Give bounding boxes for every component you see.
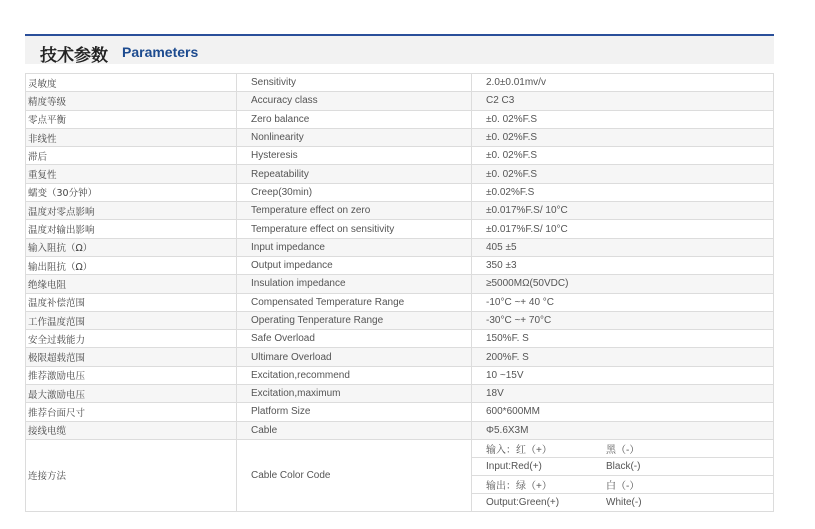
param-name-zh: 推荐台面尺寸	[26, 403, 237, 421]
param-name-en: Platform Size	[237, 403, 472, 421]
param-value: -30°C ~+ 70°C	[472, 311, 774, 329]
param-name-zh: 蠕变（30分钟）	[26, 183, 237, 201]
param-name-zh: 非线性	[26, 128, 237, 146]
table-row	[26, 128, 774, 146]
param-name-en: Temperature effect on sensitivity	[237, 220, 472, 238]
table-row	[26, 165, 774, 183]
param-name-zh: 连接方法	[26, 439, 237, 511]
cable-color-values	[472, 439, 774, 511]
table-row	[26, 92, 774, 110]
table-row	[26, 74, 774, 92]
param-value: C2 C3	[472, 92, 774, 110]
param-value: 150%F. S	[472, 330, 774, 348]
param-value: ±0.017%F.S/ 10°C	[472, 202, 774, 220]
param-name-en: Zero balance	[237, 110, 472, 128]
table-row	[26, 183, 774, 201]
table-row	[26, 238, 774, 256]
param-value: ±0. 02%F.S	[472, 110, 774, 128]
param-value: 200%F. S	[472, 348, 774, 366]
param-value: ±0. 02%F.S	[472, 165, 774, 183]
param-name-en: Operating Tenperature Range	[237, 311, 472, 329]
param-name-en: Input impedance	[237, 238, 472, 256]
cable-color-line	[472, 458, 773, 476]
param-name-en: Nonlinearity	[237, 128, 472, 146]
cable-color-line	[472, 440, 773, 458]
param-value: 10 ~15V	[472, 366, 774, 384]
table-row	[26, 256, 774, 274]
param-name-en: Creep(30min)	[237, 183, 472, 201]
table-row	[26, 366, 774, 384]
table-row	[26, 110, 774, 128]
param-name-en: Excitation,maximum	[237, 385, 472, 403]
param-value: 18V	[472, 385, 774, 403]
section-header	[25, 36, 774, 64]
section-title-en: Parameters	[122, 44, 199, 60]
param-name-en: Compensated Temperature Range	[237, 293, 472, 311]
table-row	[26, 348, 774, 366]
wire-positive: 输出：绿（+）	[486, 480, 552, 492]
wire-positive: Output:Green(+)	[486, 496, 560, 508]
param-name-zh: 精度等级	[26, 92, 237, 110]
param-value: ±0.02%F.S	[472, 183, 774, 201]
param-value: ≥5000MΩ(50VDC)	[472, 275, 774, 293]
wire-negative: Black(-)	[606, 460, 641, 472]
wire-positive: 输入：红（+）	[486, 444, 552, 456]
param-name-zh: 灵敏度	[26, 74, 237, 92]
table-row	[26, 293, 774, 311]
param-name-zh: 极限超载范围	[26, 348, 237, 366]
table-row	[26, 202, 774, 220]
param-name-en: Hysteresis	[237, 147, 472, 165]
table-row	[26, 220, 774, 238]
param-name-en: Insulation impedance	[237, 275, 472, 293]
table-row	[26, 147, 774, 165]
param-name-zh: 工作温度范围	[26, 311, 237, 329]
param-value: Φ5.6X3M	[472, 421, 774, 439]
table-row	[26, 403, 774, 421]
param-name-zh: 安全过载能力	[26, 330, 237, 348]
param-name-en: Accuracy class	[237, 92, 472, 110]
param-name-zh: 输入阻抗（Ω）	[26, 238, 237, 256]
param-name-zh: 温度对输出影响	[26, 220, 237, 238]
param-name-zh: 输出阻抗（Ω）	[26, 256, 237, 274]
param-name-en: Cable	[237, 421, 472, 439]
param-value: 600*600MM	[472, 403, 774, 421]
param-value: ±0.017%F.S/ 10°C	[472, 220, 774, 238]
param-value: -10°C ~+ 40 °C	[472, 293, 774, 311]
param-name-en: Excitation,recommend	[237, 366, 472, 384]
param-name-zh: 推荐激励电压	[26, 366, 237, 384]
table-row	[26, 330, 774, 348]
param-value: 2.0±0.01mv/v	[472, 74, 774, 92]
param-name-en: Ultimare Overload	[237, 348, 472, 366]
param-name-zh: 温度对零点影响	[26, 202, 237, 220]
param-name-en: Temperature effect on zero	[237, 202, 472, 220]
table-row	[26, 275, 774, 293]
table-row	[26, 421, 774, 439]
parameters-table	[25, 73, 774, 512]
table-row	[26, 385, 774, 403]
param-name-zh: 滞后	[26, 147, 237, 165]
param-name-en: Safe Overload	[237, 330, 472, 348]
param-name-zh: 零点平衡	[26, 110, 237, 128]
table-row	[26, 439, 774, 511]
param-name-zh: 最大激励电压	[26, 385, 237, 403]
table-row	[26, 311, 774, 329]
param-value: 405 ±5	[472, 238, 774, 256]
wire-negative: White(-)	[606, 496, 642, 508]
param-name-en: Cable Color Code	[237, 439, 472, 511]
param-value: ±0. 02%F.S	[472, 147, 774, 165]
param-value: ±0. 02%F.S	[472, 128, 774, 146]
section-title-zh: 技术参数	[40, 46, 108, 66]
cable-color-line	[472, 494, 773, 511]
param-name-zh: 接线电缆	[26, 421, 237, 439]
param-name-zh: 重复性	[26, 165, 237, 183]
param-name-en: Sensitivity	[237, 74, 472, 92]
wire-negative: 黑（-）	[606, 444, 640, 456]
param-name-en: Output impedance	[237, 256, 472, 274]
wire-positive: Input:Red(+)	[486, 460, 542, 472]
param-name-en: Repeatability	[237, 165, 472, 183]
param-value: 350 ±3	[472, 256, 774, 274]
cable-color-line	[472, 476, 773, 494]
wire-negative: 白（-）	[606, 480, 640, 492]
param-name-zh: 绝缘电阻	[26, 275, 237, 293]
param-name-zh: 温度补偿范围	[26, 293, 237, 311]
